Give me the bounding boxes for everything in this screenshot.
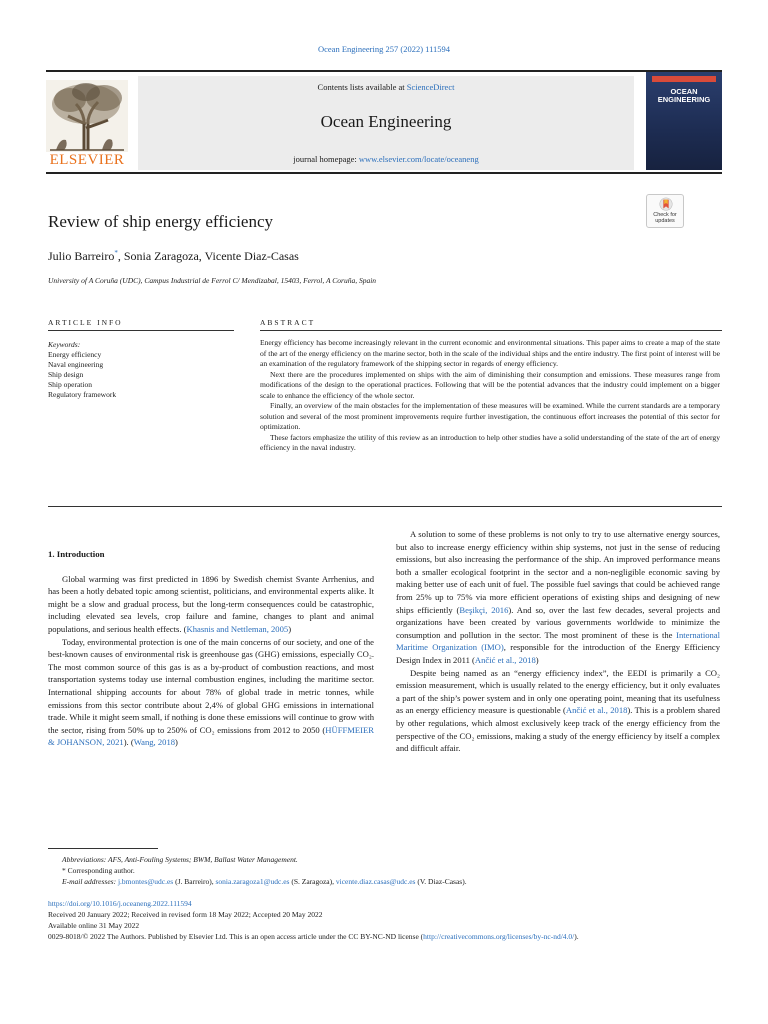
email-owner: (V. Diaz-Casas).: [415, 877, 467, 886]
email-owner: (S. Zaragoza),: [289, 877, 336, 886]
journal-reference[interactable]: Ocean Engineering 257 (2022) 111594: [317, 44, 451, 54]
paragraph-text: Today, environmental protection is one of the main concerns of our society, and one of the best-known causes of environmental risk is greenhouse gas (GHG) emissions, especially CO₂. The most common source of this gas is as a by-product of combustion reactions, and most transportation systems today use internal combustion engines, including the maritime sector. International shipping accounts for about 78% of global trade in metric tonnes, while emissions from this sector contribute about 2,4% of global GHG emissions in international trade. While it might seem small, if nothing is done these emissions will continue to grow with the sector, rising from 50% up to 250% of CO₂ emissions from 2012 to 2050 (: [48, 636, 374, 735]
keyword-item: Naval engineering: [48, 360, 104, 369]
body-paragraph: [396, 667, 720, 755]
journal-homepage-link[interactable]: www.elsevier.com/locate/oceaneng: [358, 154, 479, 164]
email-label: E-mail addresses:: [62, 877, 118, 886]
paragraph-text: ). This is a problem shared by other regulations, which almost exclusively keep track of the energy efficiency from the perspective of the CO₂ emissions, making a study of the energy efficiency by itself a complex and difficult affair.: [396, 705, 720, 754]
keyword-item: Energy efficiency: [48, 350, 102, 359]
masthead: [46, 70, 722, 174]
section-heading-introduction: 1. Introduction: [48, 549, 105, 559]
keyword-item: Ship design: [48, 370, 84, 379]
citation-link[interactable]: Ančić et al., 2018: [565, 705, 628, 716]
contents-line: [138, 82, 634, 92]
keyword-item: Regulatory framework: [48, 390, 117, 399]
keywords-label: Keywords:: [48, 340, 81, 349]
article-info-heading: ARTICLE INFO: [48, 318, 123, 327]
body-column-right: [396, 528, 720, 755]
abstract-heading: ABSTRACT: [260, 318, 316, 327]
homepage-prefix: journal homepage:: [293, 154, 359, 164]
cover-title: [646, 88, 722, 104]
article-title: Review of ship energy efficiency: [48, 212, 274, 231]
check-for-updates-label: Check for updates: [653, 212, 677, 224]
abstract-paragraph: Energy efficiency has become increasingly relevant in the current economic and environmental situations. This paper aims to create a map of the state of the art of the energy efficiency on the marine sector, both in the scale of the individual ships and the entire industry. The first point of interest will be an examination of the regulatory framework of the shipping sector in regards of energy efficiency.: [260, 338, 720, 368]
paragraph-text: ): [175, 737, 178, 748]
paragraph-text: ). And so, over the last few decades, several projects and organizations have been created by various governments worldwide to minimize the consumption and pollution in the sector. The most prominent of these is the: [396, 604, 721, 640]
citation-link[interactable]: Wang, 2018: [133, 737, 176, 748]
license-text: 0029-8018/© 2022 The Authors. Published by Elsevier Ltd. This is an open access article under the CC BY-NC-ND license (: [48, 932, 424, 941]
paragraph-text: Despite being named as an “energy efficiency index”, the EEDI is primarily a CO₂ emission measurement, which is usually related to the energy efficiency, but it only evaluates a part of the ship’s power system and in only one operating point, meaning that its usefulness as an energy efficiency measure is questionable (: [396, 667, 720, 716]
front-matter: [48, 898, 728, 942]
journal-cover-thumbnail[interactable]: [646, 72, 722, 170]
cover-title-line1: OCEAN: [670, 87, 698, 96]
article-info-rule: [48, 330, 234, 331]
email-link[interactable]: sonia.zaragoza1@udc.es: [215, 877, 290, 886]
author-list: Julio Barreiro*, Sonia Zaragoza, Vicente Diaz-Casas: [48, 249, 299, 263]
footnotes: [48, 854, 728, 887]
homepage-line: [138, 154, 634, 164]
paragraph-text: ): [288, 623, 292, 634]
license-end: ).: [574, 932, 579, 941]
check-for-updates-badge[interactable]: [646, 194, 684, 228]
received-dates: Received 20 January 2022; Received in revised form 18 May 2022; Accepted 20 May 2022: [48, 910, 323, 919]
abstract-rule-top: [260, 330, 722, 331]
available-online-date: Available online 31 May 2022: [48, 921, 140, 930]
email-owner: (J. Barreiro),: [173, 877, 216, 886]
keywords-block: [48, 340, 228, 400]
bookmark-icon: [647, 197, 685, 213]
journal-title[interactable]: Ocean Engineering: [320, 112, 452, 131]
body-column-left: [48, 528, 374, 749]
keyword-item: Ship operation: [48, 380, 92, 389]
doi-link[interactable]: https://doi.org/10.1016/j.oceaneng.2022.111594: [48, 899, 192, 908]
abstract-paragraph: Finally, an overview of the main obstacles for the implementation of these measures will be examined. While the current standards are a temporary solution and several of the most prominent improvements require further investigation, the continuous effort increases the potential of this sector for optimization.: [260, 401, 720, 431]
footnote-rule: [48, 848, 158, 849]
corresponding-author-footnote: * Corresponding author.: [62, 866, 135, 875]
paragraph-text: ). (: [123, 737, 134, 748]
citation-link[interactable]: Beşikçi, 2016: [459, 604, 509, 615]
corresponding-author-mark[interactable]: *: [114, 249, 118, 257]
author-name[interactable]: Julio Barreiro: [48, 249, 115, 263]
abstract-body: [260, 338, 720, 454]
citation-link[interactable]: Khasnis and Nettleman, 2005: [186, 623, 289, 634]
contents-prefix: Contents lists available at: [317, 82, 407, 92]
license-link[interactable]: http://creativecommons.org/licenses/by-nc-nd/4.0/: [423, 932, 575, 941]
paragraph-text: Global warming was first predicted in 1896 by Swedish chemist Svante Arrhenius, and has been a hotly debated topic among scientist, politicians, and environmental experts alike. It might be a slow and gradual process, but the long-term consequences could be catastrophic, including elevated sea levels, crop failure and famine, changes to plant and animal populations, and serious health effects. (: [48, 573, 374, 634]
sciencedirect-link[interactable]: ScienceDirect: [406, 82, 455, 92]
abbreviations-footnote: Abbreviations: AFS, Anti-Fouling Systems; BWM, Ballast Water Management.: [62, 855, 298, 864]
paragraph-text: A solution to some of these problems is not only to try to use alternative energy sources, but also to increase energy efficiency within ship systems, not just in the sense of reducing emissions, but also increasing the performance of the ship. An improved performance means both a smaller ecological footprint in the sector and a non-negligible economic saving by making better use of each unit of fuel. The possible fuel savings that could be achieved range from 25% up to 75% via more efficient operations of existing ships and designing of new ships efficiently (: [396, 529, 720, 615]
author-name[interactable]: Vicente Diaz-Casas: [204, 249, 299, 263]
citation-link[interactable]: Ančić et al., 2018: [474, 654, 536, 665]
publisher-name[interactable]: ELSEVIER: [49, 152, 125, 168]
email-link[interactable]: j.bmontes@udc.es: [117, 877, 174, 886]
paragraph-text: ): [535, 654, 539, 665]
author-name[interactable]: Sonia Zaragoza: [123, 249, 199, 263]
abstract-paragraph: Next there are the procedures implemented on ships with the aim of diminishing their consumption and emissions. These measures range from modifications of the design to the operational practices. Following that will be the potential advances that the industry could implement on a bigger scale to enhance the efficiency of the whole sector.: [260, 369, 720, 400]
body-paragraph: [396, 528, 720, 667]
cover-title-line2: ENGINEERING: [657, 95, 711, 104]
imo-link[interactable]: International Maritime Organization (IMO): [396, 629, 720, 653]
body-paragraph: [48, 573, 374, 636]
paragraph-text: , responsible for the introduction of the Energy Efficiency Design Index in 2011 (: [396, 642, 721, 665]
license-statement: [48, 931, 728, 942]
abstract-paragraph: These factors emphasize the utility of this review as an introduction to help other studies have a solid understanding of the state of the art of energy efficiency in the naval industry.: [260, 432, 720, 452]
cover-stripe: [652, 76, 716, 82]
email-link[interactable]: vicente.diaz.casas@udc.es: [335, 877, 416, 886]
citation-link[interactable]: HÜFFMEIER & JOHANSON, 2021: [48, 724, 374, 748]
masthead-band: [138, 76, 634, 170]
body-paragraph: [48, 636, 374, 749]
email-footnote: [48, 876, 728, 887]
affiliation: University of A Coruña (UDC), Campus Industrial de Ferrol C/ Mendizabal, 15403, Ferrol, A Coruña, Spain: [48, 276, 377, 285]
abstract-rule-bottom: [48, 506, 722, 507]
